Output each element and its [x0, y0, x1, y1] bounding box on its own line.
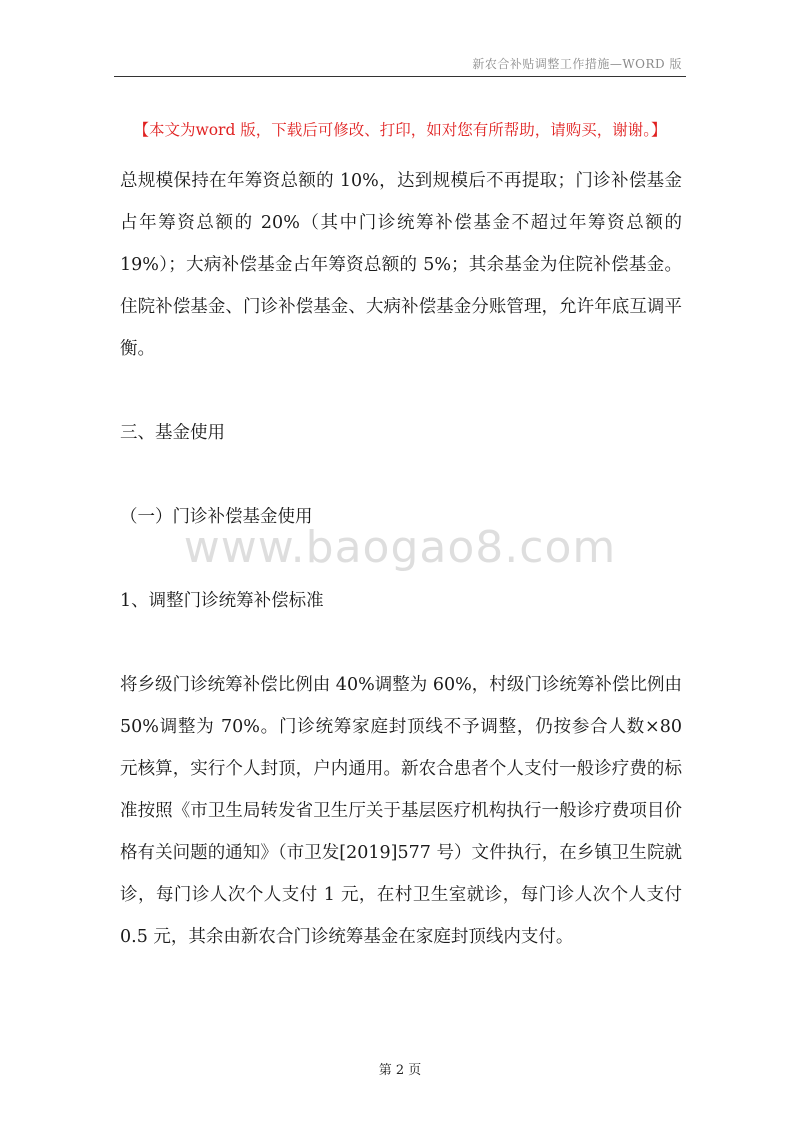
page-header-title: 新农合补贴调整工作措施—WORD 版	[472, 57, 682, 71]
paragraph-outpatient-compensation: 将乡级门诊统筹补偿比例由 40%调整为 60%，村级门诊统筹补偿比例由 50%调整为 70%。门诊统筹家庭封顶线不予调整，仍按参合人数×80 元核算，实行个人封顶，户内通用。新农合患者个人支付一般诊疗费的标准按照《市卫生局转发省卫生厅关于基层医疗机构执行一般诊疗费项目价格有关问题的通知》（市卫发[2019]577 号）文件执行，在乡镇卫生院就诊，每门诊人次个人支付 1 元，在村卫生室就诊，每门诊人次个人支付 0.5 元，其余由新农合门诊统筹基金在家庭封顶线内支付。	[120, 675, 682, 947]
page-number: 第 2 页	[378, 1063, 422, 1078]
header-divider	[114, 76, 686, 77]
paragraph-fund-allocation: 总规模保持在年筹资总额的 10%，达到规模后不再提取；门诊补偿基金占年筹资总额的 20%（其中门诊统筹补偿基金不超过年筹资总额的 19%）；大病补偿基金占年筹资总额的 5%；其余基金为住院补偿基金。住院补偿基金、门诊补偿基金、大病补偿基金分账管理，允许年底互调平衡。	[120, 171, 682, 359]
subsection-heading-outpatient: （一）门诊补偿基金使用	[120, 507, 313, 527]
section-heading-fund-use: 三、基金使用	[120, 423, 225, 443]
item-heading-adjust-standard: 1、调整门诊统筹补偿标准	[120, 591, 324, 611]
watermark-text: www.baogao8.com	[183, 522, 617, 573]
purchase-notice: 【本文为word 版，下载后可修改、打印，如对您有所帮助，请购买，谢谢。】	[133, 121, 667, 139]
